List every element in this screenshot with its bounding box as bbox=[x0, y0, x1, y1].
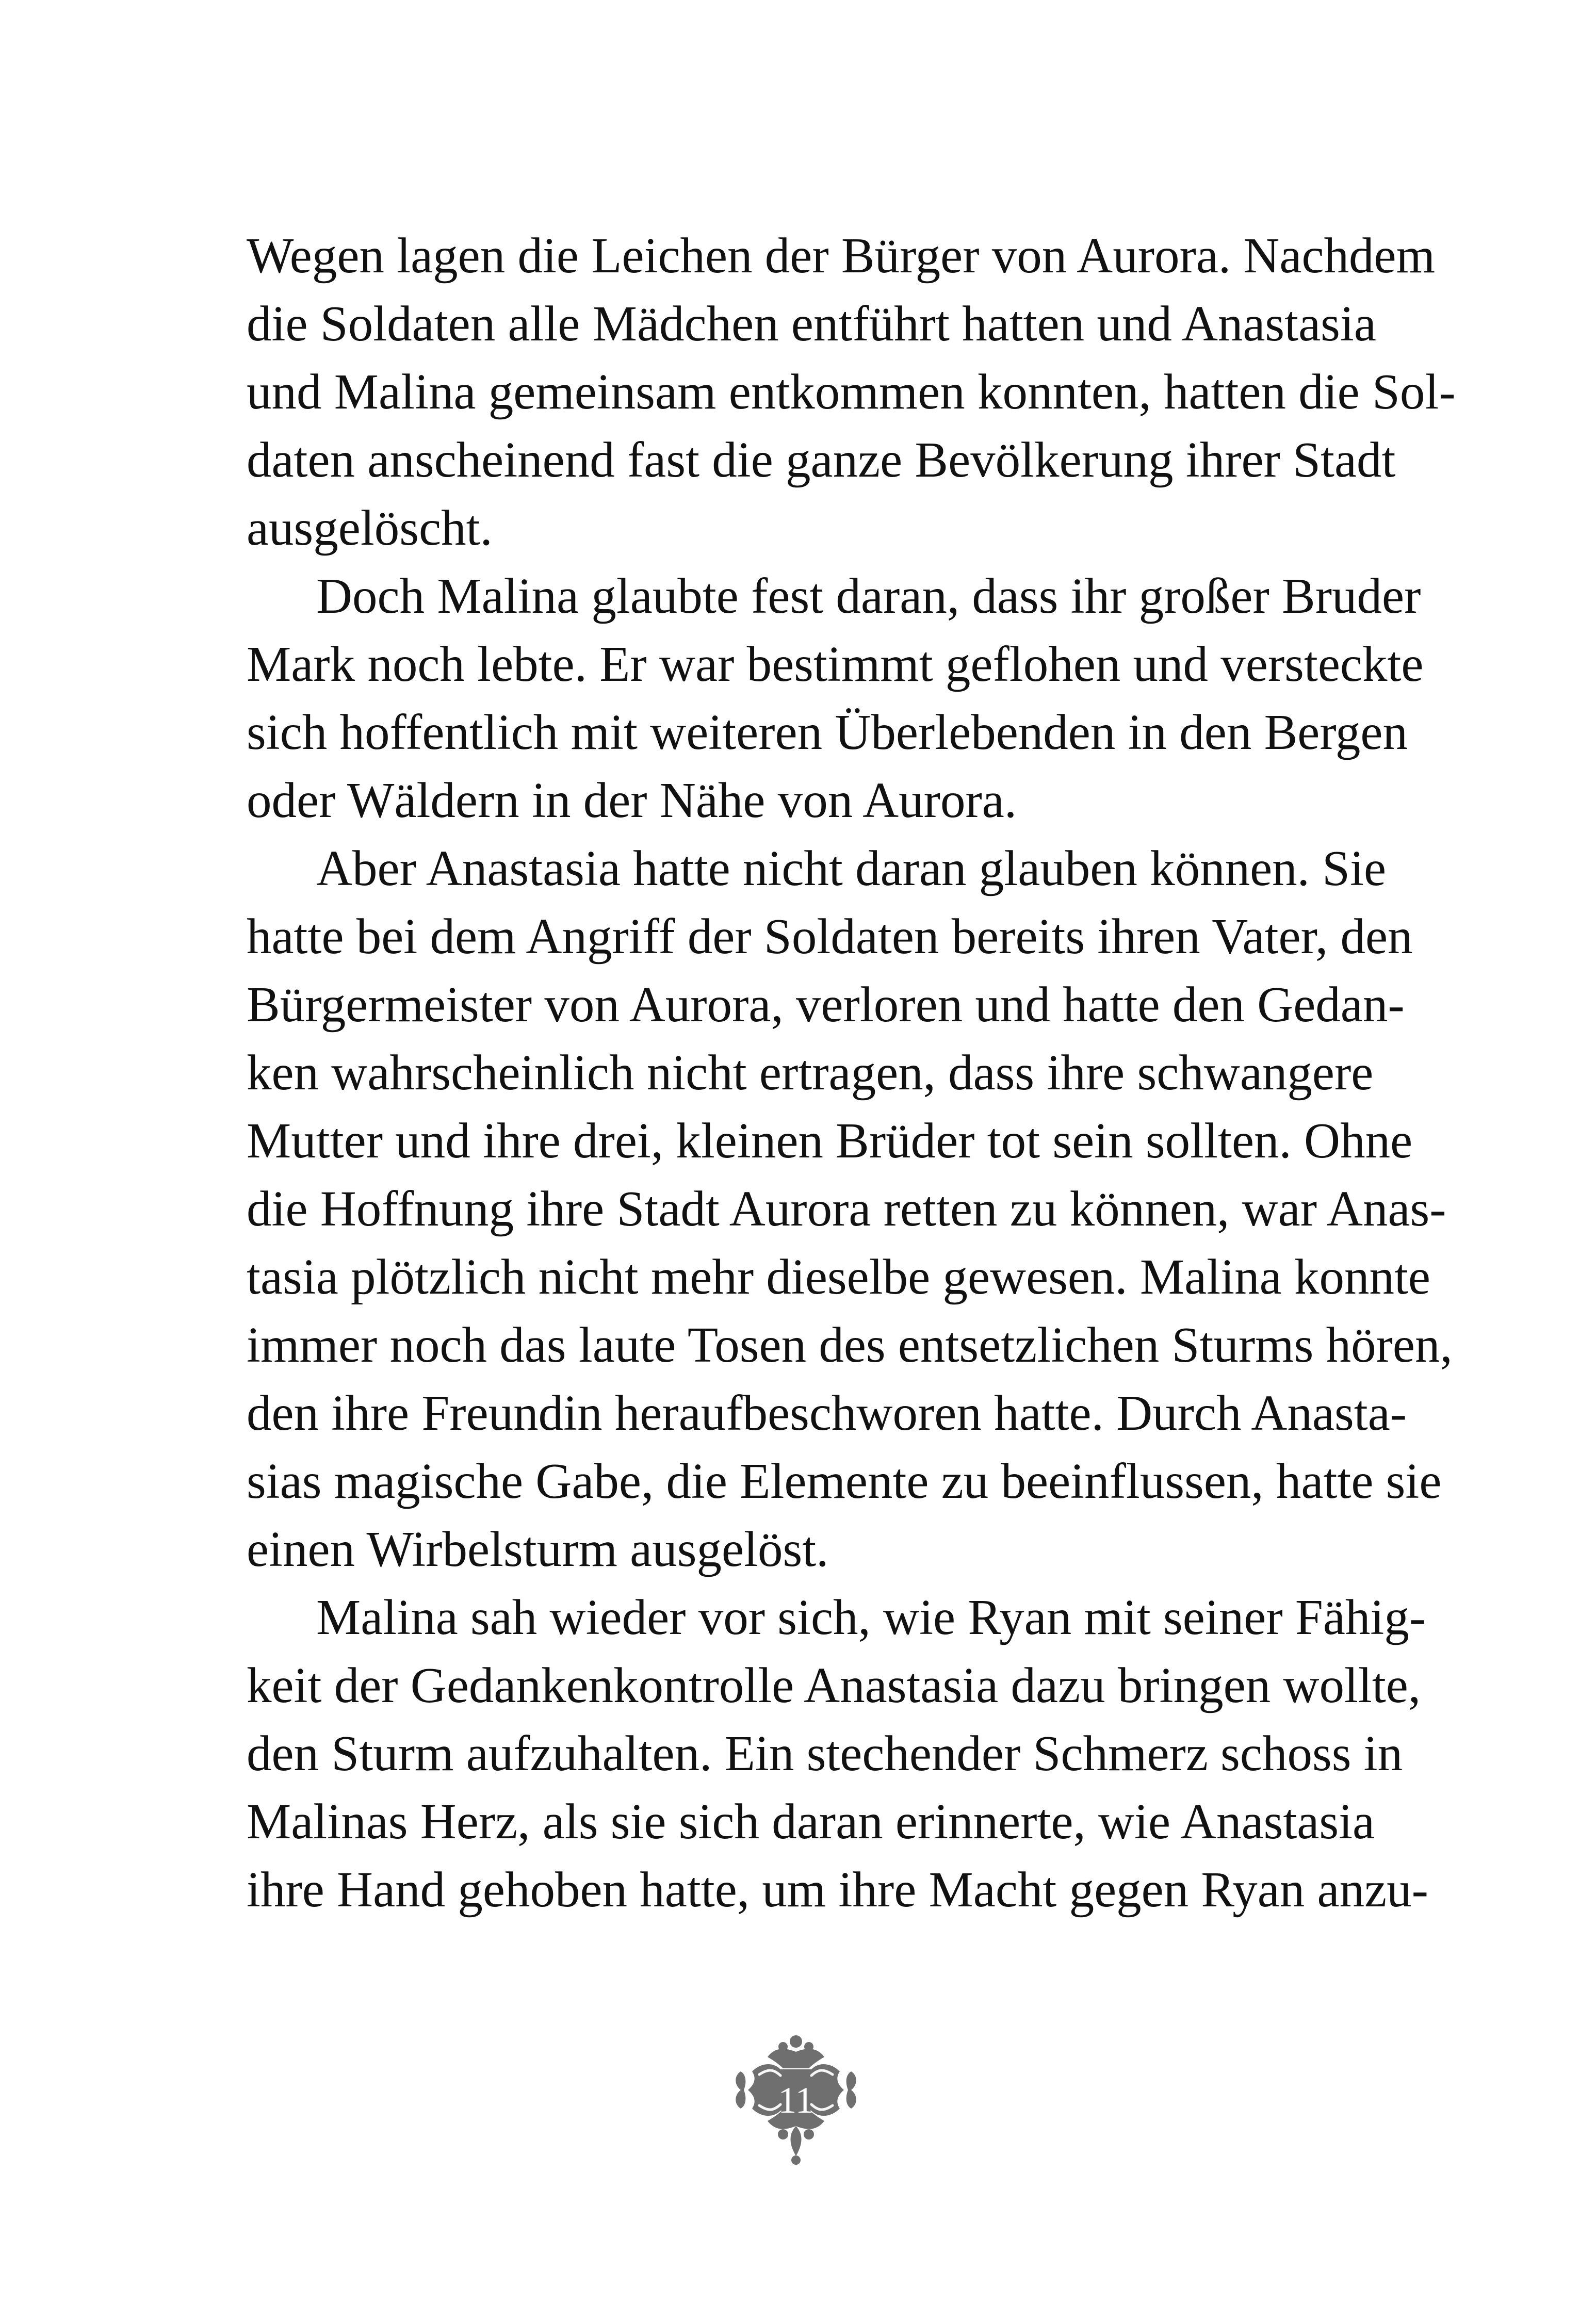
text-line-20: einen Wirbelsturm ausgelöst. bbox=[247, 1522, 829, 1577]
text-line-23: den Sturm aufzuhalten. Ein stechender Schmerz schoss in bbox=[247, 1726, 1403, 1781]
text-line-4: daten anscheinend fast die ganze Bevölkerung ihrer Stadt bbox=[247, 432, 1396, 487]
text-line-13: ken wahrscheinlich nicht ertragen, dass ihre schwangere bbox=[247, 1045, 1374, 1100]
text-line-7: Mark noch lebte. Er war bestimmt geflohen und versteckte bbox=[247, 636, 1424, 692]
text-line-22: keit der Gedankenkontrolle Anastasia dazu bringen wollte, bbox=[247, 1658, 1421, 1713]
text-line-25: ihre Hand gehoben hatte, um ihre Macht gegen Ryan anzu- bbox=[247, 1862, 1428, 1917]
text-line-15: die Hoffnung ihre Stadt Aurora retten zu können, war Anas- bbox=[247, 1181, 1446, 1236]
text-line-14: Mutter und ihre drei, kleinen Brüder tot sein sollten. Ohne bbox=[247, 1113, 1413, 1168]
page-number: 11 bbox=[778, 2080, 814, 2121]
text-line-11: hatte bei dem Angriff der Soldaten bereits ihren Vater, den bbox=[247, 909, 1413, 964]
text-line-8: sich hoffentlich mit weiteren Überlebenden in den Bergen bbox=[247, 705, 1408, 760]
text-line-17: immer noch das laute Tosen des entsetzlichen Sturms hören, bbox=[247, 1317, 1453, 1373]
text-line-9: oder Wäldern in der Nähe von Aurora. bbox=[247, 773, 1017, 828]
text-line-2: die Soldaten alle Mädchen entführt hatten und Anastasia bbox=[247, 296, 1376, 351]
text-line-10: Aber Anastasia hatte nicht daran glauben können. Sie bbox=[316, 841, 1387, 896]
page-text bbox=[247, 222, 1456, 1924]
text-line-16: tasia plötzlich nicht mehr dieselbe gewesen. Malina konnte bbox=[247, 1249, 1430, 1304]
text-line-1: Wegen lagen die Leichen der Bürger von Aurora. Nachdem bbox=[247, 228, 1436, 283]
text-line-3: und Malina gemeinsam entkommen konnten, hatten die Sol- bbox=[247, 364, 1456, 419]
text-line-12: Bürgermeister von Aurora, verloren und hatte den Gedan- bbox=[247, 977, 1405, 1032]
text-line-21: Malina sah wieder vor sich, wie Ryan mit seiner Fähig- bbox=[316, 1590, 1426, 1645]
text-line-6: Doch Malina glaubte fest daran, dass ihr großer Bruder bbox=[316, 568, 1421, 624]
page-number-ornament bbox=[731, 2032, 860, 2166]
text-line-19: sias magische Gabe, die Elemente zu beeinflussen, hatte sie bbox=[247, 1453, 1442, 1509]
text-line-18: den ihre Freundin heraufbeschworen hatte. Durch Anasta- bbox=[247, 1385, 1407, 1441]
text-line-24: Malinas Herz, als sie sich daran erinnerte, wie Anastasia bbox=[247, 1794, 1375, 1849]
text-line-5: ausgelöscht. bbox=[247, 500, 493, 556]
